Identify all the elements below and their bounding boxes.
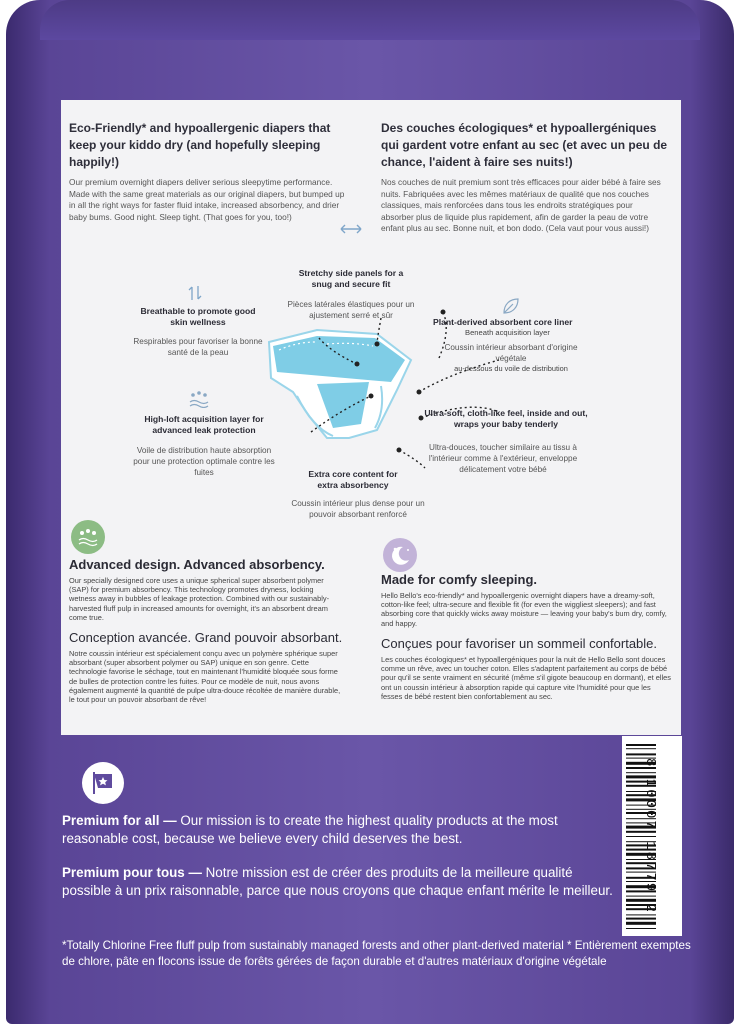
advanced-body: Our specially designed core uses a unique spherical super absorbent polymer (SAP) for premium absorbency. This technology promotes dryness, locking wetness away in bubbles of leakage protection. Combined with our sustainably-harvested fluff pulp in increased amounts for overnight, it's an absorbent dream come true. [69,576,330,622]
en-header-body: Our premium overnight diapers deliver serious sleepytime performance. Made with the same great materials as our original diapers, but bumped up in all the right ways for faster fluid intake, increased absorbency, and drier baby bums. Good night. Sleep tight. (That goes for you, too!) [69,177,345,222]
highloft-title: High-loft acquisition layer for advanced leak protection [144,414,264,435]
premium-en [62,812,614,847]
plant-fr: Coussin intérieur absorbant d'origine végétale [444,343,578,363]
ultrasoft-title: Ultra-soft, cloth-like feel, inside and out, wraps your baby tenderly [424,408,588,429]
comfy-fr-body: Les couches écologiques* et hypoallergéniques pour la nuit de Hello Bello sont douces comme un rêve, avec un toucher coton. Elles s'adaptent parfaitement au corps de bébé pour qu'il se sente vraiment en sécurité (même s'il gigote beaucoup en dormant), et elles ont un coussin intérieur à absorption rapide qui capture vite l'humidité pour que les fesses de bébé restent bien confortablement au sec. [381,655,671,701]
premium-fr [62,864,614,899]
extracore-fr: Coussin intérieur plus dense pour un pouvoir absorbant renforcé [291,499,425,519]
en-header-title: Eco-Friendly* and hypoallergenic diapers that keep your kiddo dry (and hopefully sleeping happily!) [69,121,331,169]
premium-badge-icon [82,762,124,804]
advanced-fr-body: Notre coussin intérieur est spécialement conçu avec un polymère sphérique super absorbant (super absorbent polymer ou SAP) unique en son genre. Cette technologie favorise le séchage, tout en maintenant l'humidité bloquée sous forme de bulles de protection contre les fuites. Pour ce modèle de nuit, nous avons également augmenté la quantité de pulpe ultra-douce récoltée de manière durable, le tout pour un pouvoir absorbant de rêve! [69,649,341,705]
ultrasoft-fr: Ultra-douces, toucher similaire au tissu à l'intérieur comme à l'extérieur, enveloppe délicatement votre bébé [428,443,578,474]
comfy-fr-title: Conçues pour favoriser un sommeil confortable. [381,636,658,651]
barcode [622,736,682,936]
barcode-digits: 8 10007 18779 2 [642,757,658,915]
breathable-fr: Respirables pour favoriser la bonne santé de la peau [133,337,263,357]
stretchy-fr: Pièces latérales élastiques pour un ajustement serré et sûr [287,300,415,320]
advanced-title: Advanced design. Advanced absorbency. [69,557,325,572]
premium-fr-label: Premium pour tous — [62,865,202,880]
breathable-title: Breathable to promote good skin wellness [140,306,256,327]
moon-stars-icon [383,538,417,572]
premium-en-label: Premium for all — [62,813,177,828]
stretch-arrows-icon [339,222,363,236]
premium-fr-body: Notre mission est de créer des produits de la meilleure qualité possible à un prix raisonnable, parce que nous croyons que chaque enfant mérite le meilleur. [62,865,613,898]
advanced-fr-title: Conception avancée. Grand pouvoir absorbant. [69,630,343,645]
plant-title: Plant-derived absorbent core liner [433,317,573,327]
package-top-seal [40,0,700,40]
extracore-title: Extra core content for extra absorbency [308,469,398,490]
comfy-title: Made for comfy sleeping. [381,572,538,587]
fr-header-title: Des couches écologiques* et hypoallergéniques qui gardent votre enfant au sec (et avec un peu de chance, l'aident à faire ses nuits!) [381,121,668,169]
premium-en-body: Our mission is to create the highest quality products at the most reasonable cost, because we believe every child deserves the best. [62,813,558,846]
fr-header-body: Nos couches de nuit premium sont très efficaces pour aider bébé à faire ses nuits. Fabriquées avec les mêmes matériaux de qualité que nos couches classiques, mais renforcées dans tous les endroits stratégiques pour absorber plus de liquide plus rapidement, afin de garder la peau de votre enfant plus au sec. Bonne nuit, et bon dodo. (Cela vaut pour vous aussi!) [381,177,661,234]
footnote: *Totally Chlorine Free fluff pulp from sustainably managed forests and other plant-derived material * Entièrement exemptes de chlore, pâte en flocons issue de forêts gérées de façon durable et d'autres matériaux d'origine végétale [62,939,691,968]
comfy-body: Hello Bello's eco-friendly* and hypoallergenic overnight diapers have a dreamy-soft, cotton-like feel; ultra-secure and flexible fit (for even the wiggliest sleepers); and fast absorbing core that quickly wicks away moisture — leaving your baby's bum dry, comfy, and happy. [381,591,667,628]
info-panel [61,100,681,735]
highloft-fr: Voile de distribution haute absorption pour une protection optimale contre les fuites [133,446,275,477]
plant-sub: Beneath acquisition layer [465,328,550,337]
plant-fr-sub: au-dessous du voile de distribution [454,364,568,373]
absorbency-badge-icon [71,520,105,554]
airflow-arrows-icon [187,285,203,301]
stretchy-title: Stretchy side panels for a snug and secure fit [298,268,404,289]
droplets-icon [189,390,209,408]
